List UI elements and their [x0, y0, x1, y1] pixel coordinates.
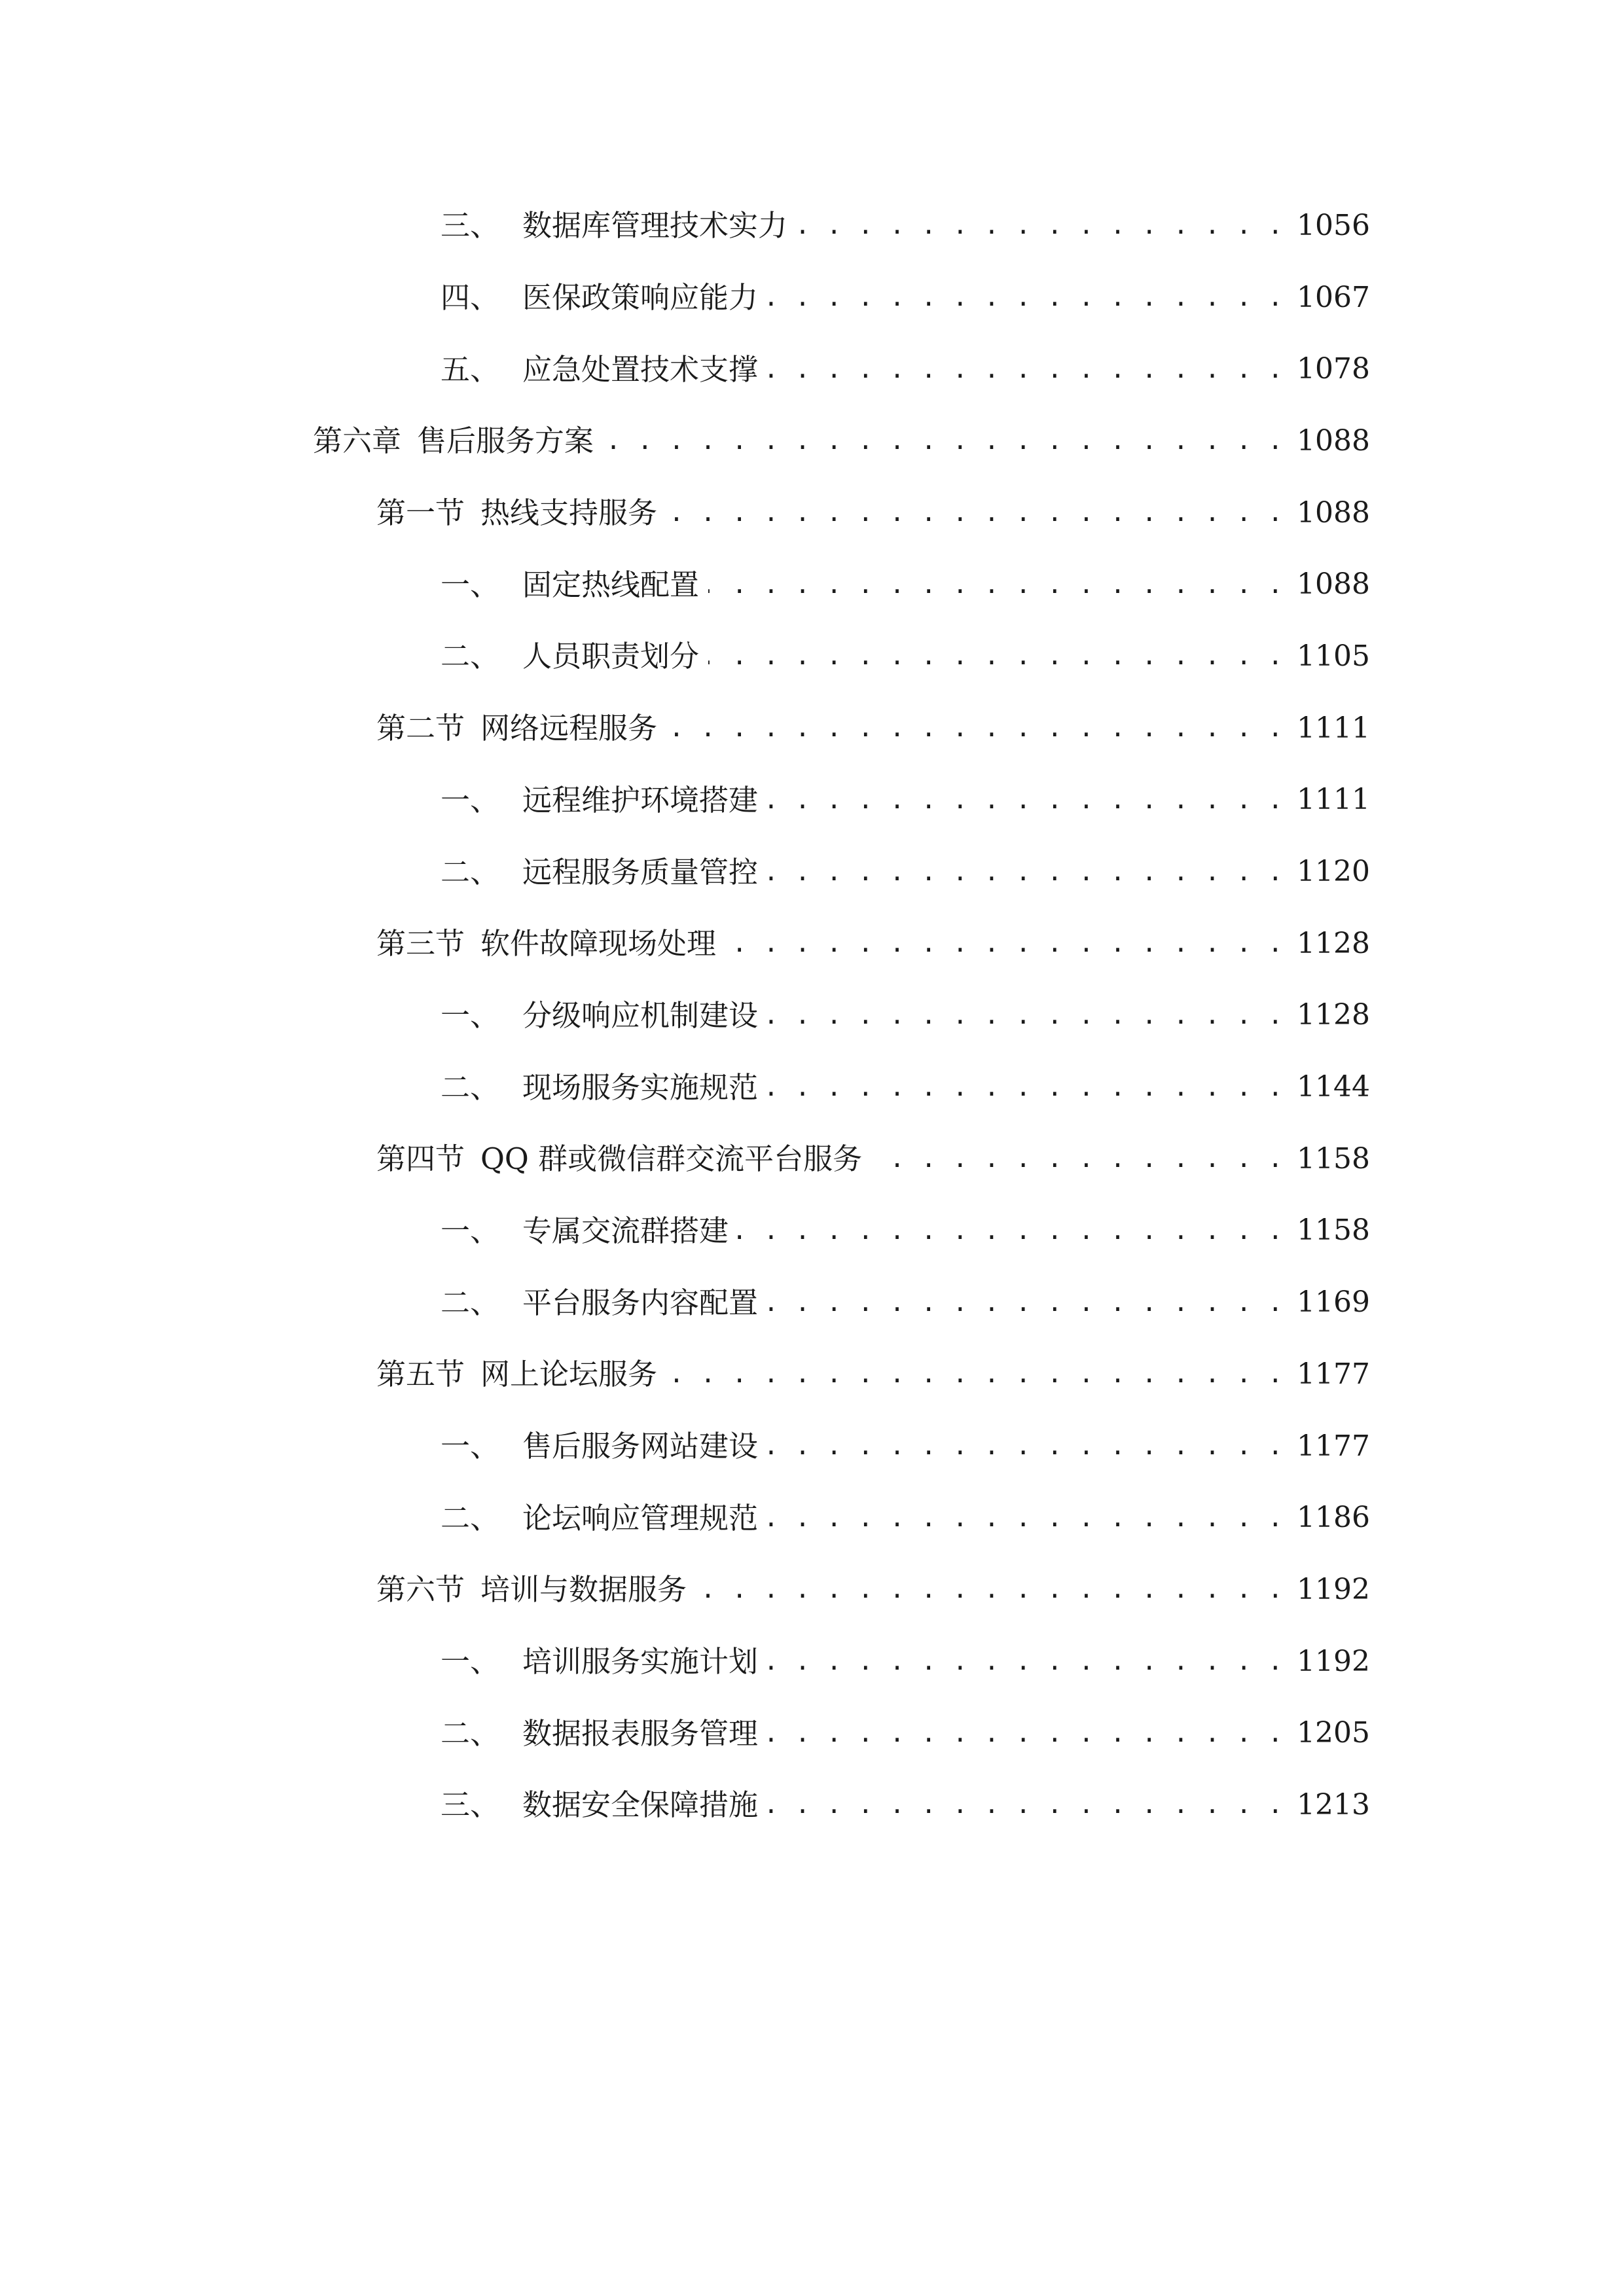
- toc-entry-number: 三、: [441, 208, 500, 243]
- dot-leader: [666, 713, 1284, 743]
- dot-leader: [696, 1575, 1284, 1604]
- toc-entry-number: 一、: [441, 782, 500, 817]
- toc-entry-title: 培训服务实施计划: [522, 1644, 759, 1679]
- toc-entry-title: 网上论坛服务: [480, 1357, 658, 1392]
- toc-entry-title: 售后服务网站建设: [522, 1429, 759, 1464]
- dot-leader: [767, 283, 1284, 312]
- dot-leader: [767, 1790, 1284, 1820]
- toc-entry-number: 第四节: [376, 1141, 465, 1177]
- toc-entry-number: 第三节: [376, 926, 465, 961]
- toc-section-entry[interactable]: [0, 908, 1624, 980]
- dot-leader: [725, 929, 1284, 958]
- toc-entry[interactable]: [0, 262, 1624, 334]
- toc-section-entry[interactable]: [0, 477, 1624, 549]
- toc-entry[interactable]: [0, 1266, 1624, 1338]
- toc-entry[interactable]: [0, 333, 1624, 405]
- toc-entry-number: 一、: [441, 1213, 500, 1248]
- toc-entry-number: 二、: [441, 1500, 500, 1535]
- toc-entry-page: 1177: [1297, 1429, 1370, 1463]
- toc-section-entry[interactable]: [0, 1123, 1624, 1195]
- toc-entry-page: 1067: [1297, 280, 1370, 314]
- toc-entry-number: 一、: [441, 567, 500, 602]
- toc-entry-page: 1158: [1297, 1213, 1370, 1247]
- toc-entry[interactable]: [0, 764, 1624, 836]
- toc-entry[interactable]: [0, 548, 1624, 620]
- toc-entry-page: 1056: [1297, 208, 1370, 242]
- toc-entry[interactable]: [0, 1051, 1624, 1123]
- toc-entry-page: 1158: [1297, 1141, 1370, 1175]
- toc-entry-number: 第一节: [376, 495, 465, 531]
- toc-entry-page: 1088: [1297, 495, 1370, 529]
- toc-entry-number: 三、: [441, 1787, 500, 1823]
- toc-entry-page: 1111: [1297, 783, 1370, 817]
- dot-leader: [767, 1719, 1284, 1748]
- toc-entry-title: 数据报表服务管理: [522, 1715, 759, 1751]
- toc-entry-number: 一、: [441, 1429, 500, 1464]
- dot-leader: [871, 1144, 1284, 1174]
- toc-entry-title: 专属交流群搭建: [522, 1213, 729, 1248]
- toc-entry-title: 数据库管理技术实力: [522, 208, 788, 243]
- toc-entry-title: 远程服务质量管控: [522, 854, 759, 889]
- toc-entry[interactable]: [0, 1626, 1624, 1698]
- dot-leader: [767, 857, 1284, 887]
- toc-entry-title: 热线支持服务: [480, 495, 658, 531]
- table-of-contents: [0, 190, 1624, 1841]
- toc-entry-page: 1088: [1297, 567, 1370, 601]
- toc-entry-title: 软件故障现场处理: [480, 926, 717, 961]
- toc-entry-page: 1169: [1297, 1285, 1370, 1319]
- toc-entry-page: 1111: [1297, 711, 1370, 745]
- dot-leader: [603, 426, 1284, 456]
- toc-entry-number: 四、: [441, 280, 500, 315]
- toc-entry[interactable]: [0, 1482, 1624, 1554]
- dot-leader: [708, 570, 1284, 600]
- dot-leader: [767, 1431, 1284, 1461]
- toc-entry-title: 固定热线配置: [522, 567, 700, 602]
- toc-entry[interactable]: [0, 1410, 1624, 1482]
- toc-chapter-entry[interactable]: [0, 405, 1624, 477]
- dot-leader: [767, 1288, 1284, 1318]
- toc-entry-number: 二、: [441, 639, 500, 674]
- toc-entry[interactable]: [0, 1195, 1624, 1267]
- dot-leader: [767, 785, 1284, 815]
- toc-entry-title: 医保政策响应能力: [522, 280, 759, 315]
- toc-entry-title: QQ 群或微信群交流平台服务: [480, 1141, 863, 1177]
- dot-leader: [738, 1216, 1284, 1246]
- toc-section-entry[interactable]: [0, 1554, 1624, 1626]
- toc-entry-title: 人员职责划分: [522, 639, 700, 674]
- toc-entry-page: 1120: [1297, 855, 1370, 889]
- toc-entry-number: 一、: [441, 997, 500, 1033]
- toc-entry-title: 培训与数据服务: [480, 1572, 687, 1607]
- toc-entry-page: 1192: [1297, 1644, 1370, 1678]
- toc-entry-title: 数据安全保障措施: [522, 1787, 759, 1823]
- dot-leader: [767, 1503, 1284, 1533]
- toc-entry-title: 应急处置技术支撑: [522, 351, 759, 387]
- toc-entry-number: 第五节: [376, 1357, 465, 1392]
- toc-entry-title: 平台服务内容配置: [522, 1285, 759, 1320]
- dot-leader: [666, 1359, 1284, 1389]
- toc-entry-number: 二、: [441, 1715, 500, 1751]
- toc-entry-title: 网络远程服务: [480, 711, 658, 746]
- dot-leader: [767, 1647, 1284, 1676]
- toc-entry-number: 五、: [441, 351, 500, 387]
- toc-entry[interactable]: [0, 620, 1624, 692]
- toc-entry[interactable]: [0, 836, 1624, 908]
- toc-entry-page: 1105: [1297, 639, 1370, 673]
- toc-section-entry[interactable]: [0, 692, 1624, 764]
- dot-leader: [767, 1073, 1284, 1102]
- toc-entry-page: 1205: [1297, 1716, 1370, 1750]
- dot-leader: [797, 211, 1284, 240]
- toc-entry-page: 1186: [1297, 1501, 1370, 1535]
- toc-entry-number: 第六节: [376, 1572, 465, 1607]
- toc-entry-page: 1144: [1297, 1070, 1370, 1104]
- toc-entry[interactable]: [0, 980, 1624, 1052]
- toc-entry-number: 第二节: [376, 711, 465, 746]
- toc-section-entry[interactable]: [0, 1338, 1624, 1410]
- toc-entry[interactable]: [0, 1769, 1624, 1841]
- toc-entry[interactable]: [0, 190, 1624, 262]
- dot-leader: [708, 641, 1284, 671]
- toc-entry-number: 第六章: [313, 423, 402, 459]
- toc-entry-page: 1213: [1297, 1787, 1370, 1821]
- toc-entry-page: 1128: [1297, 926, 1370, 960]
- toc-entry-title: 论坛响应管理规范: [522, 1500, 759, 1535]
- toc-entry-number: 二、: [441, 854, 500, 889]
- toc-entry-page: 1177: [1297, 1357, 1370, 1391]
- toc-entry-page: 1192: [1297, 1572, 1370, 1606]
- toc-entry-page: 1078: [1297, 352, 1370, 386]
- dot-leader: [767, 1001, 1284, 1030]
- toc-entry-number: 二、: [441, 1285, 500, 1320]
- dot-leader: [666, 498, 1284, 528]
- toc-entry[interactable]: [0, 1697, 1624, 1769]
- toc-entry-number: 一、: [441, 1644, 500, 1679]
- toc-entry-title: 现场服务实施规范: [522, 1069, 759, 1105]
- toc-entry-page: 1128: [1297, 998, 1370, 1032]
- toc-entry-title: 售后服务方案: [417, 423, 594, 459]
- toc-entry-number: 二、: [441, 1069, 500, 1105]
- dot-leader: [767, 355, 1284, 384]
- toc-entry-page: 1088: [1297, 423, 1370, 457]
- toc-entry-title: 分级响应机制建设: [522, 997, 759, 1033]
- toc-entry-title: 远程维护环境搭建: [522, 782, 759, 817]
